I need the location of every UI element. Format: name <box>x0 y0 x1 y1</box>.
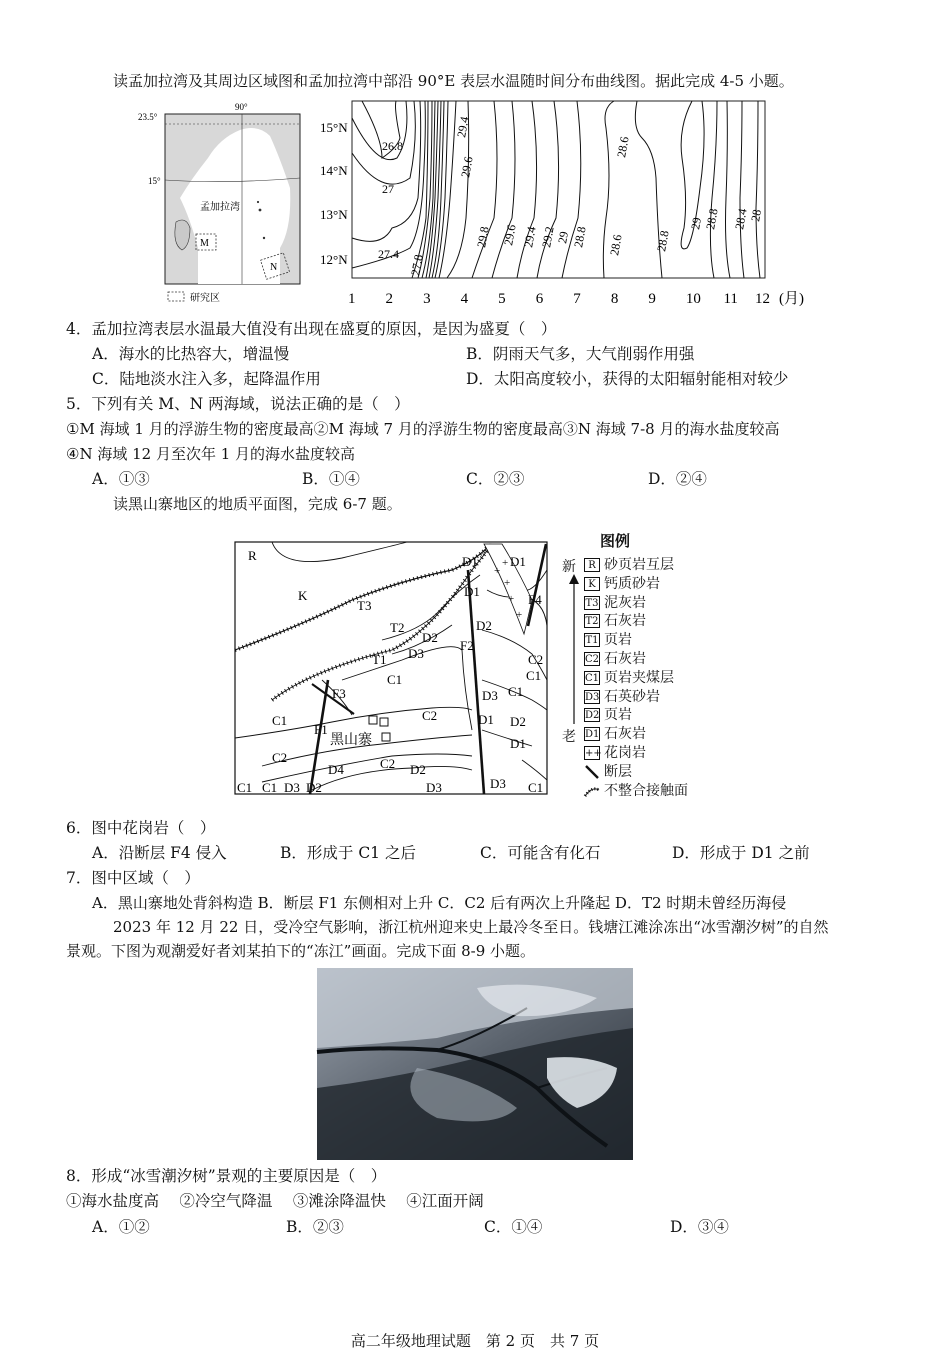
x-tick-label: 12 <box>755 291 770 307</box>
intro-4-5: 读孟加拉湾及其周边区域图和孟加拉湾中部沿 90°E 表层水温随时间分布曲线图。据此完成 4-5 小题。 <box>113 72 794 90</box>
legend-box <box>168 292 184 301</box>
legend-research-label: 研究区 <box>190 293 220 304</box>
svg-text:+: + <box>516 609 523 621</box>
x-tick-label: 1 <box>348 291 356 307</box>
legend-name: 石灰岩 <box>604 651 646 667</box>
legend-symbol: D2 <box>585 710 600 722</box>
contour-label: 28 <box>748 208 765 223</box>
legend-name: 石灰岩 <box>604 613 646 630</box>
intro-6-7: 读黑山寨地区的地质平面图，完成 6-7 题。 <box>113 495 402 513</box>
legend-name: 泥灰岩 <box>604 594 646 611</box>
contour-label: 28.8 <box>654 229 672 253</box>
legend-row <box>584 744 744 762</box>
contour-label: 27.4 <box>378 247 399 261</box>
legend-name: 钙质砂岩 <box>604 575 660 592</box>
q4-option-b[interactable]: B．阴雨天气多，大气削弱作用强 <box>466 345 695 363</box>
legend-row <box>584 763 744 781</box>
lat-15-label: 15° <box>148 176 161 186</box>
q5-option-c[interactable]: C．②③ <box>466 470 525 488</box>
contour-label: 29.6 <box>458 155 476 179</box>
legend-row <box>584 706 744 724</box>
legend-symbol: D3 <box>585 691 600 703</box>
sst-contour-chart <box>322 98 812 314</box>
legend-row <box>584 594 744 612</box>
geo-label: C2 <box>528 652 544 667</box>
geo-label: T3 <box>357 598 372 613</box>
geo-label: C1 <box>528 780 544 795</box>
geo-label: D3 <box>408 646 424 661</box>
legend-name: 花岗岩 <box>604 745 646 761</box>
geo-label: C2 <box>422 708 438 723</box>
x-tick-label: 7 <box>573 291 581 307</box>
contour-label: 28.8 <box>703 207 721 231</box>
y-tick: 12°N <box>320 252 348 267</box>
geo-label: D3 <box>426 780 442 795</box>
legend-old-label: 老 <box>562 729 576 745</box>
contour-label: 29 <box>688 216 705 231</box>
contour-label: 29 <box>555 230 572 245</box>
q6-option-a[interactable]: A．沿断层 F4 侵入 <box>92 844 227 862</box>
contour-label: 28.8 <box>571 225 589 249</box>
geo-label: D2 <box>410 762 426 777</box>
geo-label: K <box>298 588 308 603</box>
legend-name: 石英砂岩 <box>604 688 660 705</box>
x-tick-label: 3 <box>423 291 431 307</box>
legend-symbol <box>584 784 600 798</box>
contour-label: 28.6 <box>614 135 632 159</box>
q5-option-d[interactable]: D．②④ <box>648 470 707 488</box>
legend-name: 页岩夹煤层 <box>604 669 674 686</box>
x-tick-label: 6 <box>535 291 544 307</box>
legend-title: 图例 <box>600 532 631 550</box>
q8-statements: ①海水盐度高 ②冷空气降温 ③滩涂降温快 ④江面开阔 <box>66 1192 484 1210</box>
y-tick: 14°N <box>320 163 348 178</box>
q4-option-d[interactable]: D．太阳高度较小，获得的太阳辐射能相对较少 <box>466 370 789 388</box>
legend-symbol: K <box>584 577 600 591</box>
contour-label: 26.8 <box>382 139 403 153</box>
geo-label: C1 <box>237 780 253 795</box>
geo-label: D1 <box>510 736 526 751</box>
x-tick-label: 5 <box>498 291 506 307</box>
town-label: 黑山寨 <box>330 733 372 748</box>
legend-symbol: D1 <box>585 729 600 741</box>
legend-symbol: ++ <box>585 748 602 759</box>
geo-label: D1 <box>478 712 494 727</box>
q5-statements-1: ①M 海域 1 月的浮游生物的密度最高②M 海域 7 月的浮游生物的密度最高③N 海域 7-8 月的海水盐度较高 <box>66 420 780 438</box>
contour-label: 28.6 <box>607 233 625 257</box>
geo-label: D3 <box>482 688 498 703</box>
legend-row <box>584 725 744 743</box>
lat-23-5-label: 23.5° <box>138 112 158 122</box>
svg-text:+: + <box>508 593 515 605</box>
legend-row <box>584 782 744 800</box>
x-tick-label: 10 <box>685 291 701 307</box>
legend-row <box>584 631 744 649</box>
geo-label: T1 <box>372 652 387 667</box>
contour-labels <box>378 115 764 276</box>
x-tick-label: 11 <box>723 291 738 307</box>
q6-option-b[interactable]: B．形成于 C1 之后 <box>280 844 416 862</box>
geo-label: D2 <box>510 714 526 729</box>
legend-symbol: C2 <box>585 654 600 665</box>
q7-stem: 7．图中区域（ ） <box>66 869 200 887</box>
q8-option-c[interactable]: C．①④ <box>484 1218 543 1236</box>
geo-label: D1 <box>462 554 478 569</box>
q8-stem: 8．形成“冰雪潮汐树”景观的主要原因是（ ） <box>66 1167 387 1185</box>
geo-label: C1 <box>508 684 524 699</box>
q5-option-b[interactable]: B．①④ <box>302 470 360 488</box>
page-footer: 高二年级地理试题 第 2 页 共 7 页 <box>350 1332 600 1350</box>
bay-label: 孟加拉湾 <box>200 202 240 213</box>
intro-8-9-line1: 2023 年 12 月 22 日，受冷空气影响，浙江杭州迎来史上最冷冬至日。钱塘江滩涂冻出“冰雪潮汐树”的自然 <box>113 918 829 936</box>
legend-new-label: 新 <box>562 559 576 575</box>
frozen-river-photo <box>317 968 633 1160</box>
legend-name: 不整合接触面 <box>604 782 688 799</box>
q8-option-d[interactable]: D．③④ <box>670 1218 729 1236</box>
geo-label: D4 <box>328 762 344 777</box>
age-arrow-icon <box>566 574 582 724</box>
contour-label: 29.8 <box>474 225 492 249</box>
legend-row <box>584 669 744 687</box>
q6-option-d[interactable]: D．形成于 D1 之前 <box>672 844 810 862</box>
legend-name: 石灰岩 <box>604 726 646 743</box>
x-tick-label: 4 <box>460 291 469 307</box>
q8-option-b[interactable]: B．②③ <box>286 1218 344 1236</box>
geo-label: F3 <box>332 686 346 701</box>
contour-label: 29.4 <box>521 225 539 249</box>
geological-map <box>232 530 552 802</box>
geo-label: C1 <box>262 780 278 795</box>
legend-name: 断层 <box>604 763 632 780</box>
region-m-label: M <box>200 238 209 249</box>
x-ticks <box>348 291 770 307</box>
legend-symbol: R <box>584 558 600 572</box>
region-n-label: N <box>270 262 278 273</box>
legend-symbol: C1 <box>585 672 600 684</box>
legend-symbol: T1 <box>585 635 599 647</box>
contour-label: 27.8 <box>408 253 426 277</box>
geo-label: D1 <box>464 584 480 599</box>
geo-label: F1 <box>314 722 328 737</box>
legend-name: 页岩 <box>604 707 632 724</box>
legend-symbol: T3 <box>585 597 599 609</box>
q6-stem: 6．图中花岗岩（ ） <box>66 819 216 837</box>
geo-label: D3 <box>284 780 300 795</box>
geo-label: F2 <box>460 638 474 653</box>
y-tick: 15°N <box>320 120 348 135</box>
svg-text:+: + <box>504 577 511 589</box>
contour-label: 29.2 <box>539 225 557 249</box>
legend-name: 页岩 <box>604 632 632 649</box>
geo-label: D2 <box>422 630 438 645</box>
geo-label: C1 <box>526 668 542 683</box>
q4-option-a[interactable]: A．海水的比热容大，增温慢 <box>92 345 290 363</box>
svg-text:+: + <box>494 565 501 577</box>
legend-symbol: T2 <box>585 616 599 628</box>
q4-option-c[interactable]: C．陆地淡水注入多，起降温作用 <box>92 370 321 388</box>
q5-statements-2: ④N 海域 12 月至次年 1 月的海水盐度较高 <box>66 445 356 463</box>
x-tick-label: 8 <box>610 291 619 307</box>
q8-option-a[interactable]: A．①② <box>92 1218 150 1236</box>
x-tick-label: 9 <box>648 291 656 307</box>
legend-row <box>584 575 744 593</box>
contour-label: 27 <box>382 182 394 196</box>
contour-label: 29.4 <box>454 115 472 139</box>
legend-row <box>584 688 744 706</box>
lon-90-label: 90° <box>235 102 248 112</box>
geo-label: C1 <box>387 672 403 687</box>
contour-label: 28.4 <box>732 207 750 231</box>
geo-label: D2 <box>476 618 492 633</box>
legend-row <box>584 650 744 668</box>
geo-legend <box>562 530 742 802</box>
geo-label: C2 <box>272 750 288 765</box>
x-tick-label: 2 <box>385 291 394 307</box>
x-axis-label: (月) <box>779 291 804 307</box>
legend-row <box>584 556 744 574</box>
geo-label: C2 <box>380 756 396 771</box>
geo-label: C1 <box>272 713 288 728</box>
legend-row <box>584 612 744 630</box>
q4-stem: 4．孟加拉湾表层水温最大值没有出现在盛夏的原因，是因为盛夏（ ） <box>66 320 557 338</box>
contour-lines <box>352 101 760 278</box>
q7-options[interactable]: A．黑山寨地处背斜构造 B．断层 F1 东侧相对上升 C．C2 后有两次上升隆起 D．T2 时期未曾经历海侵 <box>92 894 787 912</box>
q6-option-c[interactable]: C．可能含有化石 <box>480 844 601 862</box>
geo-label: D2 <box>306 780 322 795</box>
legend-symbol <box>584 765 600 779</box>
geo-label: F4 <box>528 592 542 607</box>
bay-of-bengal-map <box>130 98 310 310</box>
q5-stem: 5．下列有关 M、N 两海域，说法正确的是（ ） <box>66 395 410 413</box>
geo-label: D1 <box>510 554 526 569</box>
y-tick: 13°N <box>320 207 348 222</box>
contour-label: 29.6 <box>501 223 519 247</box>
intro-8-9-line2: 景观。下图为观潮爱好者刘某拍下的“冻江”画面。完成下面 8-9 小题。 <box>66 942 536 960</box>
geo-label: R <box>248 548 257 563</box>
legend-name: 砂页岩互层 <box>604 557 674 573</box>
svg-text:+: + <box>502 557 509 569</box>
q5-option-a[interactable]: A．①③ <box>92 470 150 488</box>
geo-label: T2 <box>390 620 405 635</box>
geo-label: D3 <box>490 776 506 791</box>
